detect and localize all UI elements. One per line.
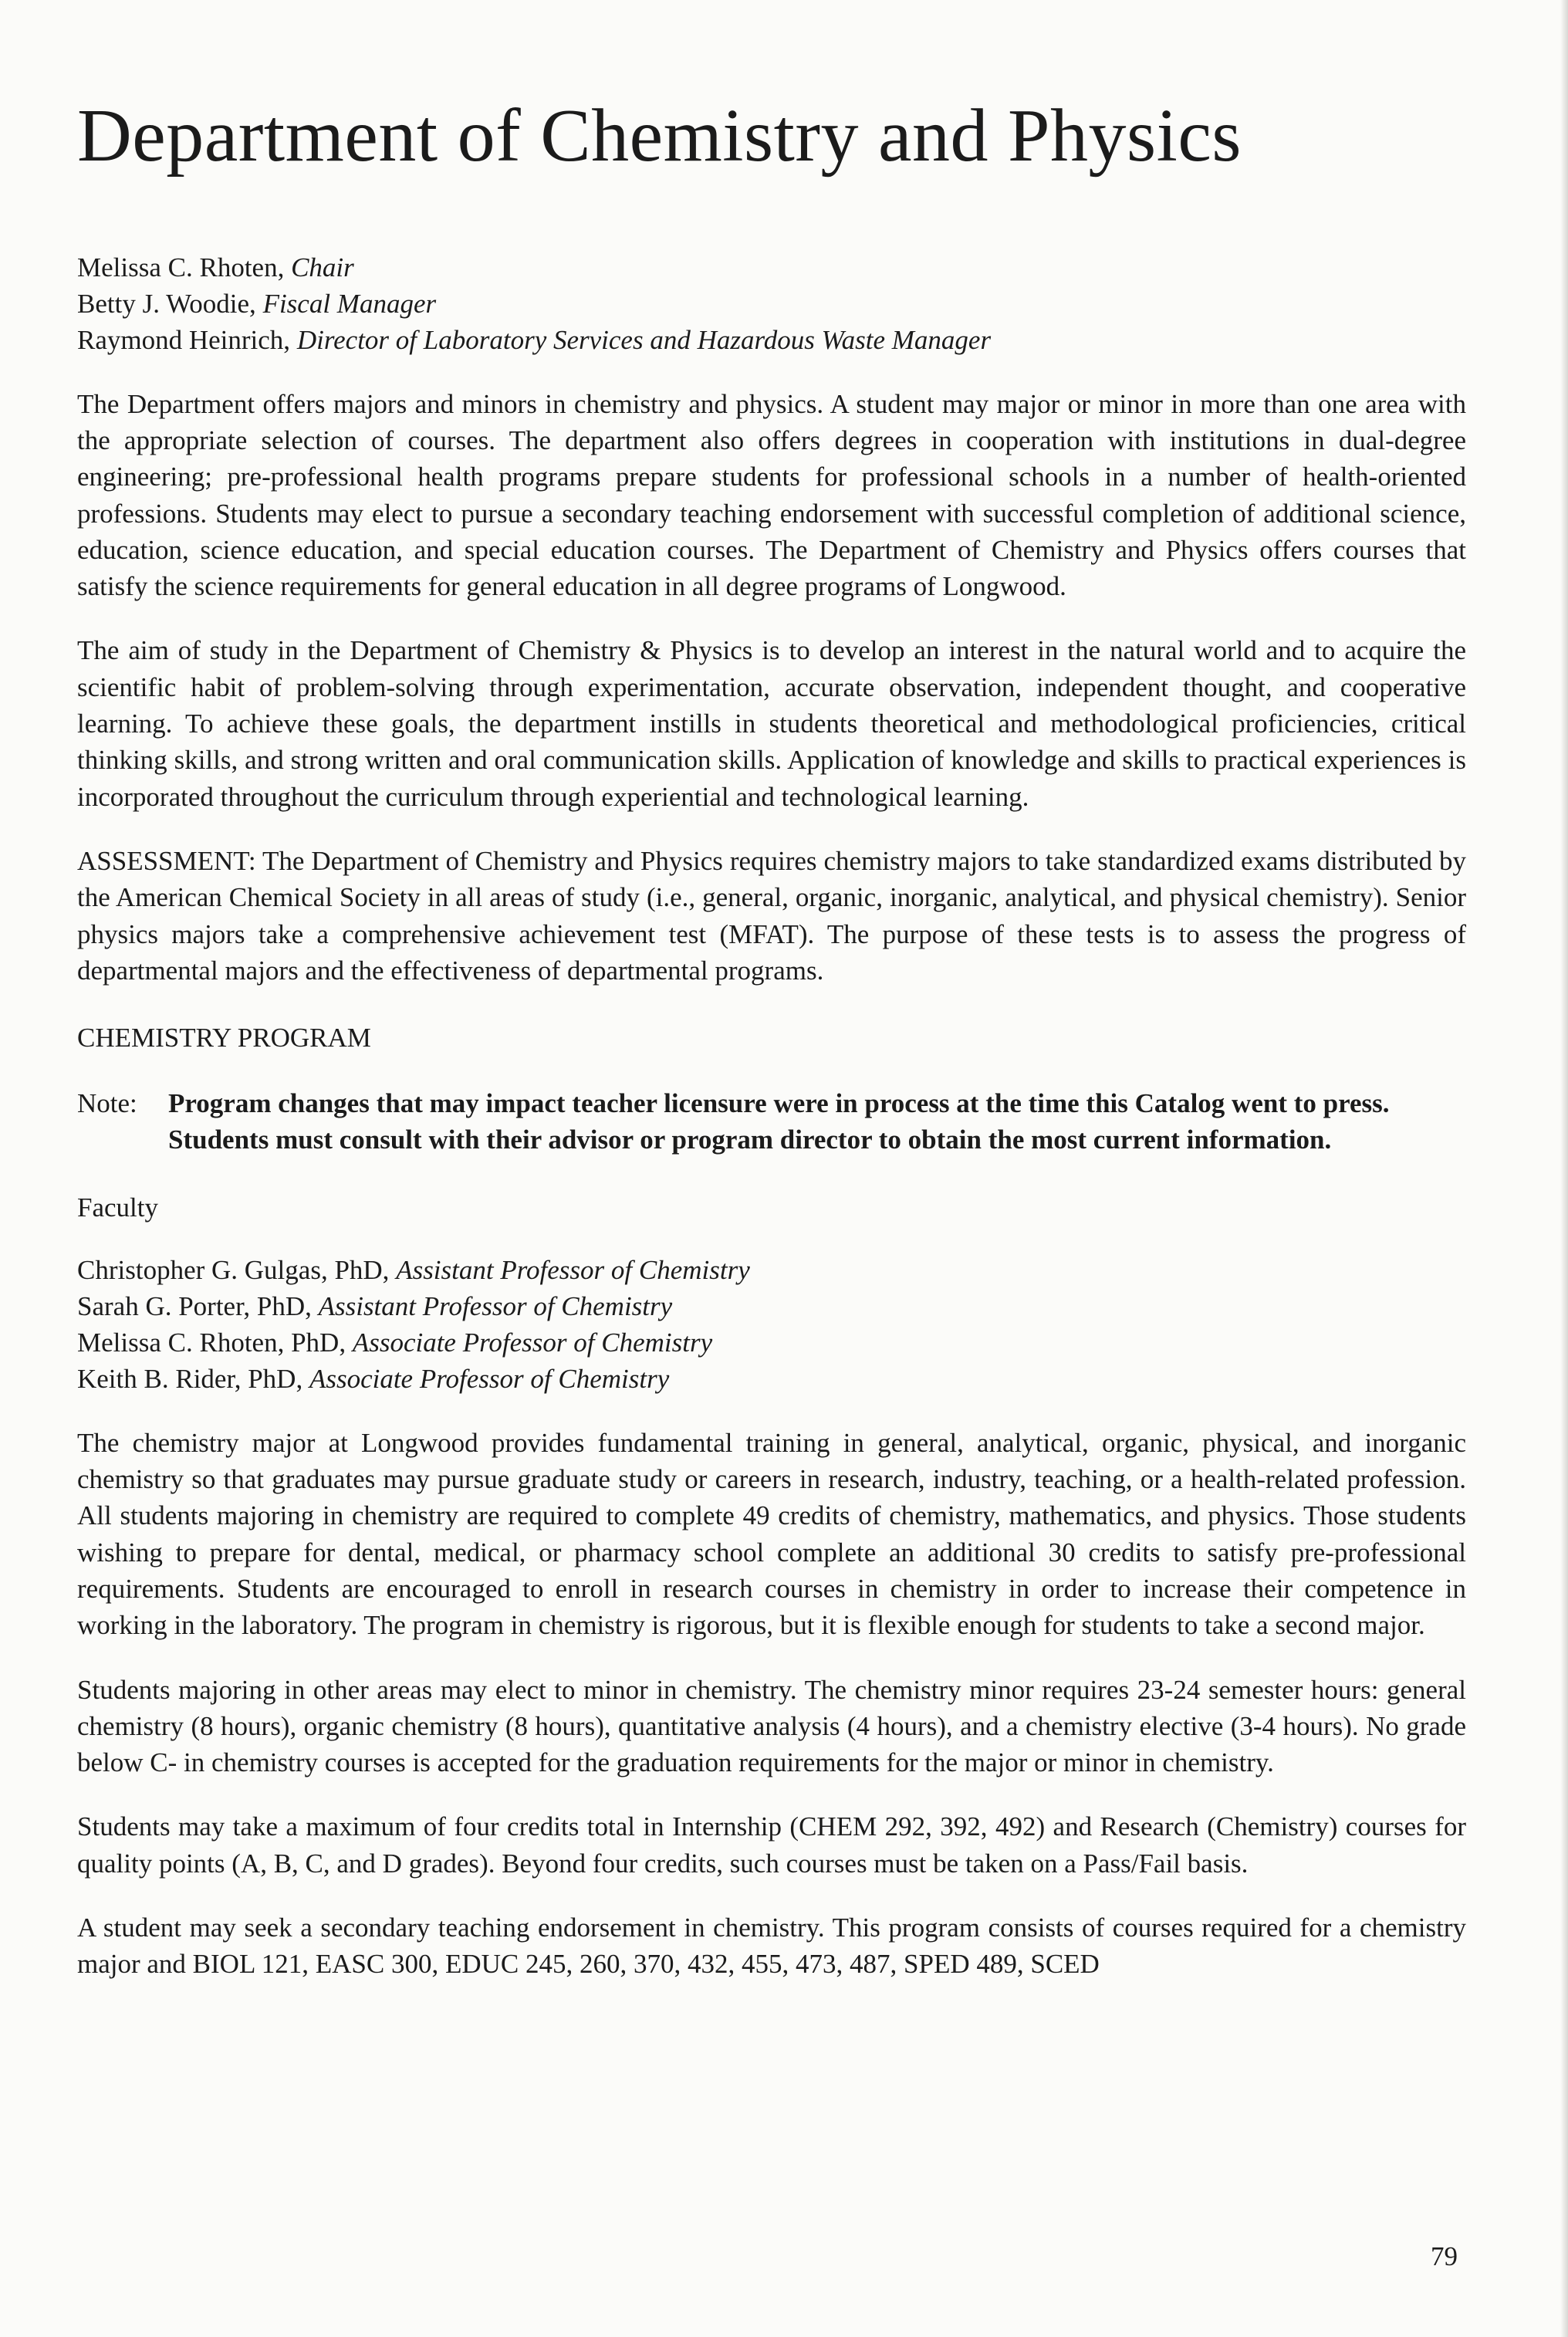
chemistry-major-paragraph: The chemistry major at Longwood provides fundamental training in general, analytical, organic, physical, and inorganic chemistry so that graduates may pursue graduate study or careers in research, industry, teaching, or a health-related profession. All students majoring in chemistry are required to complete 49 credits of chemistry, mathematics, and physics. Those students wishing to prepare for dental, medical, or pharmacy school complete an additional 30 credits to satisfy pre-professional requirements. Students are encouraged to enroll in research courses in chemistry in order to increase their competence in working in the laboratory. The program in chemistry is rigorous, but it is flexible enough for students to take a second major. — [77, 1427, 1466, 1641]
faculty-entry — [77, 1252, 1466, 1288]
chemistry-program-heading: CHEMISTRY PROGRAM — [77, 1023, 371, 1054]
faculty-heading: Faculty — [77, 1192, 158, 1223]
chemistry-minor-paragraph: Students majoring in other areas may elect to minor in chemistry. The chemistry minor requires 23-24 semester hours: general chemistry (8 hours), organic chemistry (8 hours), quantitative analysis (4 hours), and a chemistry elective (3-4 hours). No grade below C- in chemistry courses is accepted for the graduation requirements for the major or minor in chemistry. — [77, 1674, 1466, 1778]
catalog-page — [77, 93, 1466, 1983]
faculty-title: Associate Professor of Chemistry — [309, 1363, 670, 1394]
internship-paragraph: Students may take a maximum of four credits total in Internship (CHEM 292, 392, 492) and Research (Chemistry) courses for quality points (A, B, C, and D grades). Beyond four credits, such courses must be taken on a Pass/Fail basis. — [77, 1811, 1466, 1879]
faculty-title: Assistant Professor of Chemistry — [396, 1254, 750, 1285]
note-label: Note: — [77, 1088, 137, 1119]
aim-paragraph: The aim of study in the Department of Chemistry & Physics is to develop an interest in the natural world and to acquire the scientific habit of problem-solving through experimentation, accurate observation, independent thought, and cooperative learning. To achieve these goals, the department instills in students theoretical and methodological proficiencies, critical thinking skills, and strong written and oral communication skills. Application of knowledge and skills to practical experiences is incorporated throughout the curriculum through experiential and technological learning. — [77, 635, 1466, 812]
faculty-name: Christopher G. Gulgas, PhD, — [77, 1254, 390, 1285]
licensure-note — [77, 1085, 1466, 1158]
staff-role: Chair — [291, 252, 354, 282]
staff-list — [77, 249, 1466, 358]
faculty-name: Melissa C. Rhoten, PhD, — [77, 1327, 346, 1358]
intro-paragraph: The Department offers majors and minors in chemistry and physics. A student may major or minor in more than one area with the appropriate selection of courses. The department also offers degrees in cooperation with institutions in dual-degree engineering; pre-professional health programs prepare students for professional schools in a number of health-oriented professions. Students may elect to pursue a secondary teaching endorsement with successful completion of additional science, education, science education, and special education courses. The Department of Chemistry and Physics offers courses that satisfy the science requirements for general education in all degree programs of Longwood. — [77, 388, 1466, 602]
page-title: Department of Chemistry and Physics — [77, 94, 1242, 178]
faculty-entry — [77, 1324, 1466, 1361]
faculty-entry — [77, 1288, 1466, 1324]
faculty-list — [77, 1252, 1466, 1397]
staff-entry — [77, 249, 1466, 286]
page-edge-shadow — [1560, 0, 1568, 2337]
teaching-endorsement-paragraph: A student may seek a secondary teaching endorsement in chemistry. This program consists of courses required for a chemistry major and BIOL 121, EASC 300, EDUC 245, 260, 370, 432, 455, 473, 487, SPED 489, SCED — [77, 1913, 1466, 1980]
staff-entry — [77, 286, 1466, 322]
staff-role: Director of Laboratory Services and Hazardous Waste Manager — [296, 324, 992, 355]
page-number: 79 — [1431, 2241, 1458, 2271]
note-text: Program changes that may impact teacher licensure were in process at the time this Catalog went to press. Students must consult with their advisor or program director to obtain the most current information. — [168, 1088, 1390, 1155]
staff-name: Betty J. Woodie, — [77, 288, 256, 319]
staff-entry — [77, 322, 1466, 358]
staff-name: Raymond Heinrich, — [77, 324, 291, 355]
faculty-name: Keith B. Rider, PhD, — [77, 1363, 303, 1394]
faculty-title: Assistant Professor of Chemistry — [318, 1290, 673, 1321]
faculty-entry — [77, 1361, 1466, 1397]
staff-name: Melissa C. Rhoten, — [77, 252, 285, 282]
assessment-paragraph: ASSESSMENT: The Department of Chemistry and Physics requires chemistry majors to take standardized exams distributed by the American Chemical Society in all areas of study (i.e., general, organic, inorganic, analytical, and physical chemistry). Senior physics majors take a comprehensive achievement test (MFAT). The purpose of these tests is to assess the progress of departmental majors and the effectiveness of departmental programs. — [77, 845, 1466, 986]
faculty-name: Sarah G. Porter, PhD, — [77, 1290, 312, 1321]
faculty-title: Associate Professor of Chemistry — [352, 1327, 713, 1358]
staff-role: Fiscal Manager — [262, 288, 437, 319]
